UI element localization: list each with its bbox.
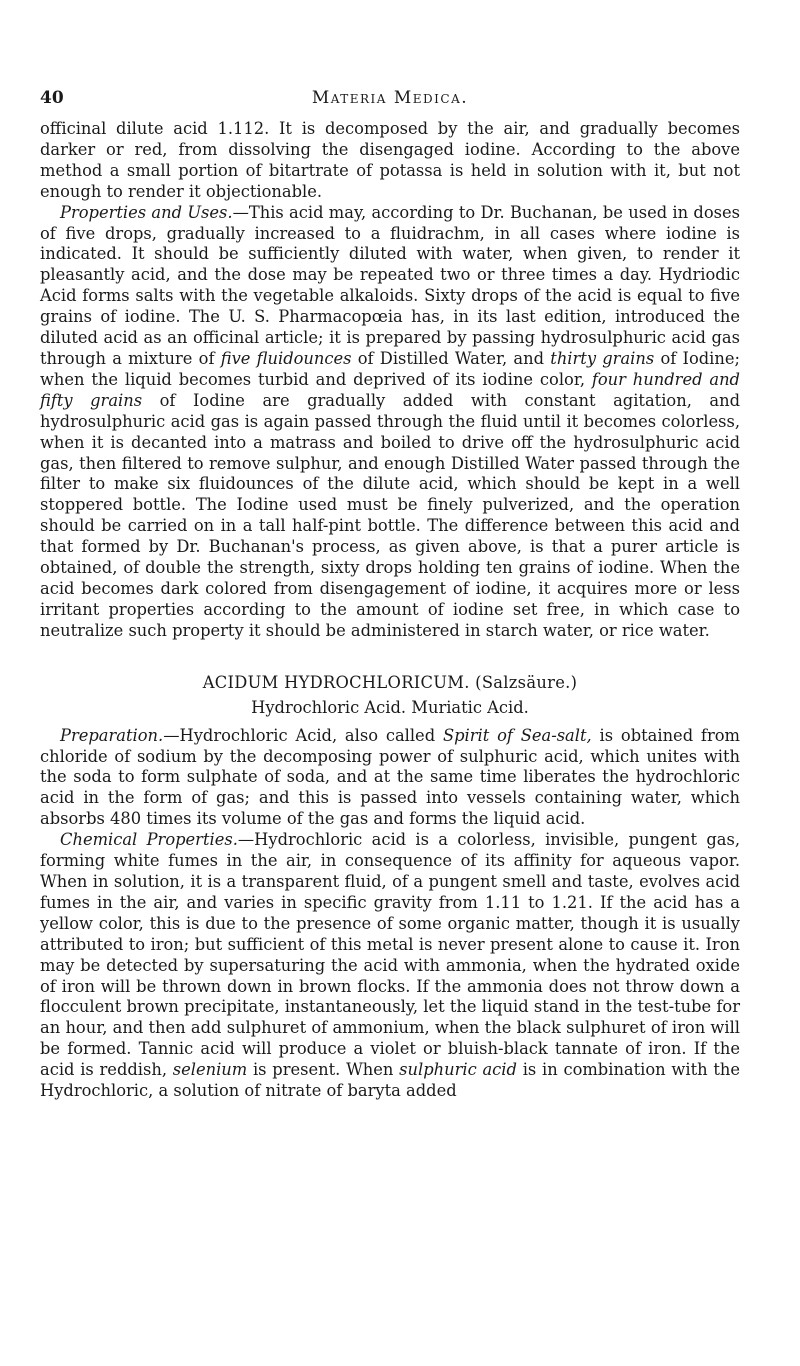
paragraph-text: —This acid may, according to Dr. Buchanan, be used in doses of five drops, gradually increased to a fluidrachm, in all cases where iodine is indicated. It should be sufficiently diluted with water, when given, to render it pleasantly acid, and the dose may be repeated two or three times a day. Hydriodic Acid forms salts with the vegetable alkaloids. Sixty drops of the acid is equal to five grains of iodine. The U. S. Pharmacopœia has, in its last edition, introduced the diluted acid as an officinal article; it is prepared by passing hydrosulphuric acid gas through a mixture of <box>40 202 740 368</box>
page-number: 40 <box>40 88 64 108</box>
paragraph-text: —Hydrochloric acid is a colorless, invisible, pungent gas, forming white fumes in the air, in consequence of its affinity for aqueous vapor. When in solution, it is a transparent fluid, of a pungent smell and taste, evolves acid fumes in the air, and varies in specific gravity from 1.11 to 1.21. If the acid has a yellow color, this is due to the presence of some organic matter, though it is usually attributed to iron; but sufficient of this metal is never present alone to cause it. Iron may be detected by supersaturing the acid with ammonia, when the hydrated oxide of iron will be thrown down in brown flocks. If the ammonia does not throw down a flocculent brown precipitate, instantaneously, let the liquid stand in the test-tube for an hour, and then add sulphuret of ammonium, when the black sulphuret of iron will be formed. Tannic acid will produce a violet or bluish-black tannate of iron. If the acid is reddish, <box>40 830 740 1080</box>
paragraph-preparation <box>40 726 740 831</box>
paragraph-text: of Distilled Water, and <box>351 348 551 368</box>
paragraph-text: is present. When <box>247 1060 400 1080</box>
italic-phrase: sulphuric acid <box>399 1060 517 1080</box>
italic-phrase: selenium <box>172 1060 248 1080</box>
paragraph-heading: Preparation. <box>60 725 164 745</box>
page-header <box>40 88 740 112</box>
italic-phrase: five fluidounces <box>220 348 352 368</box>
paragraph-continuation <box>40 119 740 203</box>
paragraph-chemical-properties <box>40 830 740 1102</box>
running-title: Materia Medica. <box>311 88 469 108</box>
italic-phrase: four hundred and fifty grains <box>40 369 740 410</box>
paragraph-properties-uses <box>40 203 740 642</box>
paragraph-text: —Hydrochloric Acid, also called <box>163 725 443 745</box>
section-title: ACIDUM HYDROCHLORICUM. (Salzsäure.) <box>202 672 578 692</box>
section-subtitle: Hydrochloric Acid. Muriatic Acid. <box>251 697 529 717</box>
paragraph-text: is in combination with the Hydrochloric, a solution of nitrate of baryta added <box>40 1060 741 1101</box>
paragraph-heading: Chemical Properties. <box>60 830 238 850</box>
paragraph-text: officinal dilute acid 1.112. It is decomposed by the air, and gradually becomes darker or red, from dissolving the disengaged iodine. According to the above method a small portion of bitartrate of potassa is held in solution with it, but not enough to render it objectionable. <box>40 119 740 201</box>
paragraph-text: is obtained from chloride of sodium by the decomposing power of sulphuric acid, which unites with the soda to form sulphate of soda, and at the same time liberates the hydrochloric acid in the form of gas; and this is passed into vessels containing water, which absorbs 480 times its volume of the gas and forms the liquid acid. <box>40 725 740 829</box>
paragraph-heading: Properties and Uses. <box>60 202 233 222</box>
italic-phrase: thirty grains <box>550 348 655 368</box>
paragraph-text: of Iodine; when the liquid becomes turbid and deprived of its iodine color, <box>40 348 740 389</box>
body-text <box>40 119 740 1102</box>
italic-phrase: Spirit of Sea-salt, <box>442 725 592 745</box>
paragraph-text: of Iodine are gradually added with constant agitation, and hydrosulphuric acid gas is again passed through the fluid until it becomes colorless, when it is decanted into a matrass and boiled to drive off the hydrosulphuric acid gas, then filtered to remove sulphur, and enough Distilled Water passed through the filter to make six fluidounces of the dilute acid, which should be kept in a well stoppered bottle. The Iodine used must be finely pulverized, and the operation should be carried on in a tall half-pint bottle. The difference between this acid and that formed by Dr. Buchanan's process, as given above, is that a purer article is obtained, of double the strength, sixty drops holding ten grains of iodine. When the acid becomes dark colored from disengagement of iodine, it acquires more or less irritant properties according to the amount of iodine set free, in which case to neutralize such property it should be administered in starch water, or rice water. <box>40 390 741 640</box>
